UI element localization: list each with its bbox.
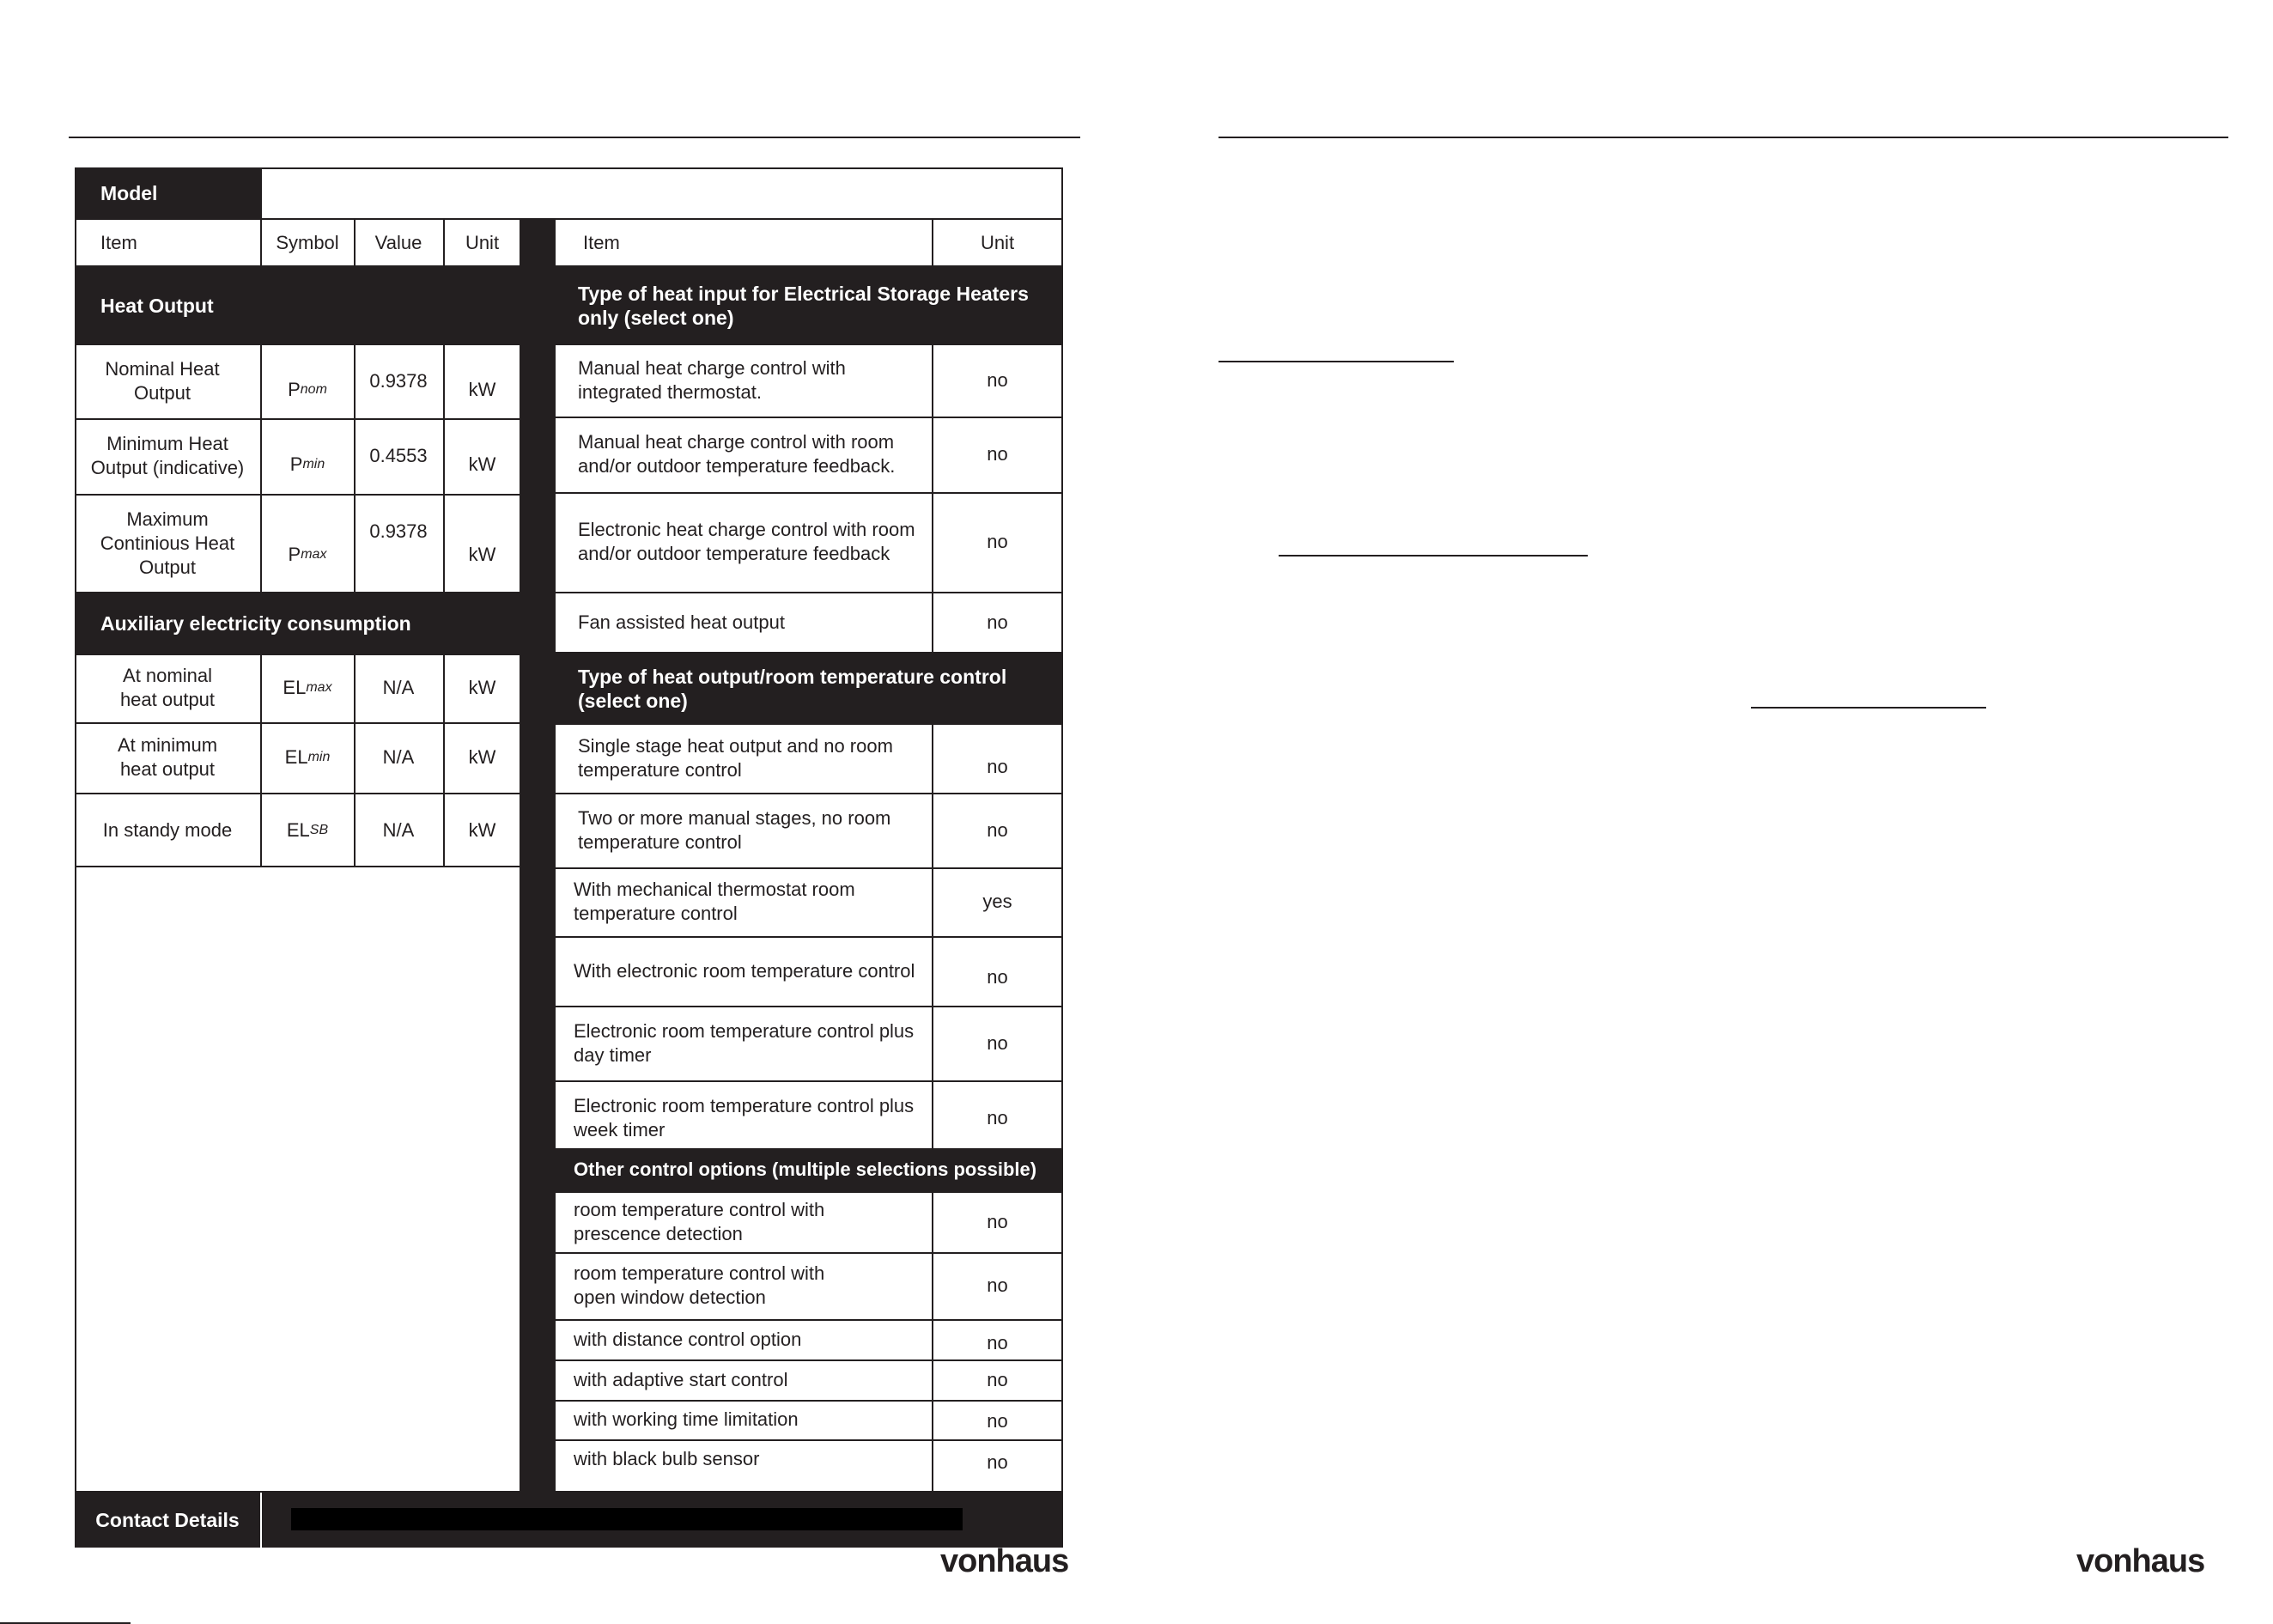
list-item-unit: no: [987, 368, 1008, 391]
list-item: with black bulb sensor: [574, 1448, 760, 1469]
list-item-unit: no: [987, 1368, 1008, 1390]
list-item-unit: no: [987, 1031, 1008, 1054]
list-item-unit: no: [987, 531, 1008, 552]
contact-divider: [260, 1493, 262, 1548]
model-value-cell: [260, 167, 1063, 220]
model-label: Model: [100, 181, 158, 204]
right-page-rule-2: [1279, 555, 1588, 557]
list-item-unit: no: [987, 818, 1008, 841]
list-item-unit: no: [987, 1106, 1008, 1128]
section1-title: Type of heat input for Electrical Storage Heaters only (select one): [578, 282, 1029, 329]
table-row-value: N/A: [382, 746, 415, 768]
table-row-unit: kW: [468, 453, 496, 475]
list-item: with working time limitation: [574, 1408, 799, 1430]
table-row-item: At nominal heat output: [119, 665, 216, 710]
table-row-item: Minimum Heat Output (indicative): [90, 433, 245, 478]
right-header-unit: Unit: [980, 231, 1015, 253]
list-item: Electronic room temperature control plus day timer: [574, 1019, 915, 1066]
table-row-symbol: EL SB: [286, 818, 329, 841]
header-unit: Unit: [465, 231, 500, 253]
right-page-top-rule: [1219, 137, 2228, 138]
header-item: Item: [100, 231, 137, 253]
table-row-value: 0.9378: [369, 520, 428, 542]
right-header-item: Item: [583, 231, 620, 253]
table-row-symbol: EL min: [284, 746, 331, 768]
list-item-unit: no: [987, 1210, 1008, 1232]
heat-output-title: Heat Output: [100, 294, 214, 317]
table-row-unit: kW: [468, 677, 496, 698]
left-page-top-rule: [69, 137, 1080, 138]
list-item: Electronic room temperature control plus week timer: [574, 1094, 915, 1140]
table-row-unit: kW: [468, 378, 496, 400]
list-item: with distance control option: [574, 1328, 802, 1350]
bottom-left-rule: [0, 1622, 131, 1624]
section3-title: Other control options (multiple selections possible): [574, 1159, 1037, 1180]
table-row-symbol: EL max: [283, 677, 332, 698]
table-row-item: In standy mode: [102, 818, 233, 841]
header-value: Value: [374, 231, 422, 253]
table-row-value: 0.9378: [369, 369, 428, 392]
table-row-unit: kW: [468, 746, 496, 768]
left-empty-area: [75, 866, 521, 1493]
table-row-item: Maximum Continious Heat Output: [100, 508, 235, 578]
list-item: With mechanical thermostat room temperature control: [574, 879, 855, 924]
table-row-item: Nominal Heat Output: [105, 357, 220, 404]
list-item-unit: no: [987, 965, 1008, 988]
list-item: Two or more manual stages, no room temperature control: [578, 806, 891, 853]
list-item: Electronic heat charge control with room and/or outdoor temperature feedback: [578, 519, 915, 564]
list-item-unit: no: [987, 1331, 1008, 1353]
center-divider-strip: [520, 218, 556, 1493]
section2-title: Type of heat output/room temperature control (select one): [578, 665, 1007, 712]
list-item-unit: no: [987, 1451, 1008, 1473]
list-item-unit: no: [987, 1410, 1008, 1432]
header-symbol: Symbol: [276, 231, 339, 253]
right-page-rule-3: [1751, 707, 1986, 709]
list-item-unit: no: [987, 1274, 1008, 1296]
right-page-rule-1: [1219, 361, 1454, 362]
list-item: Fan assisted heat output: [578, 611, 785, 633]
list-item: Manual heat charge control with integrated thermostat.: [578, 356, 846, 403]
table-row-unit: kW: [468, 818, 496, 841]
table-row-symbol: P min: [289, 453, 325, 475]
list-item: room temperature control with open window detection: [574, 1262, 825, 1308]
list-item: with adaptive start control: [574, 1368, 788, 1390]
brand-logo-left: vonhaus: [940, 1543, 1069, 1579]
contact-redaction: [291, 1508, 963, 1530]
list-item-unit: yes: [982, 891, 1012, 912]
table-row-symbol: P nom: [288, 378, 327, 400]
list-item-unit: no: [987, 611, 1008, 633]
list-item: With electronic room temperature control: [574, 959, 915, 982]
brand-logo-right: vonhaus: [2076, 1543, 2205, 1579]
list-item: Manual heat charge control with room and/or outdoor temperature feedback.: [578, 431, 896, 477]
table-row-value: N/A: [382, 818, 415, 841]
table-row-unit: kW: [468, 543, 496, 565]
list-item-unit: no: [987, 443, 1008, 465]
table-row-value: 0.4553: [369, 445, 428, 466]
table-row-value: N/A: [382, 677, 415, 698]
list-item: Single stage heat output and no room temperature control: [578, 734, 893, 781]
contact-label: Contact Details: [95, 1509, 240, 1531]
auxiliary-title: Auxiliary electricity consumption: [100, 612, 411, 635]
list-item-unit: no: [987, 755, 1008, 777]
table-row-symbol: P max: [288, 543, 327, 565]
list-item: room temperature control with prescence detection: [574, 1198, 825, 1244]
table-row-item: At minimum heat output: [117, 734, 218, 780]
